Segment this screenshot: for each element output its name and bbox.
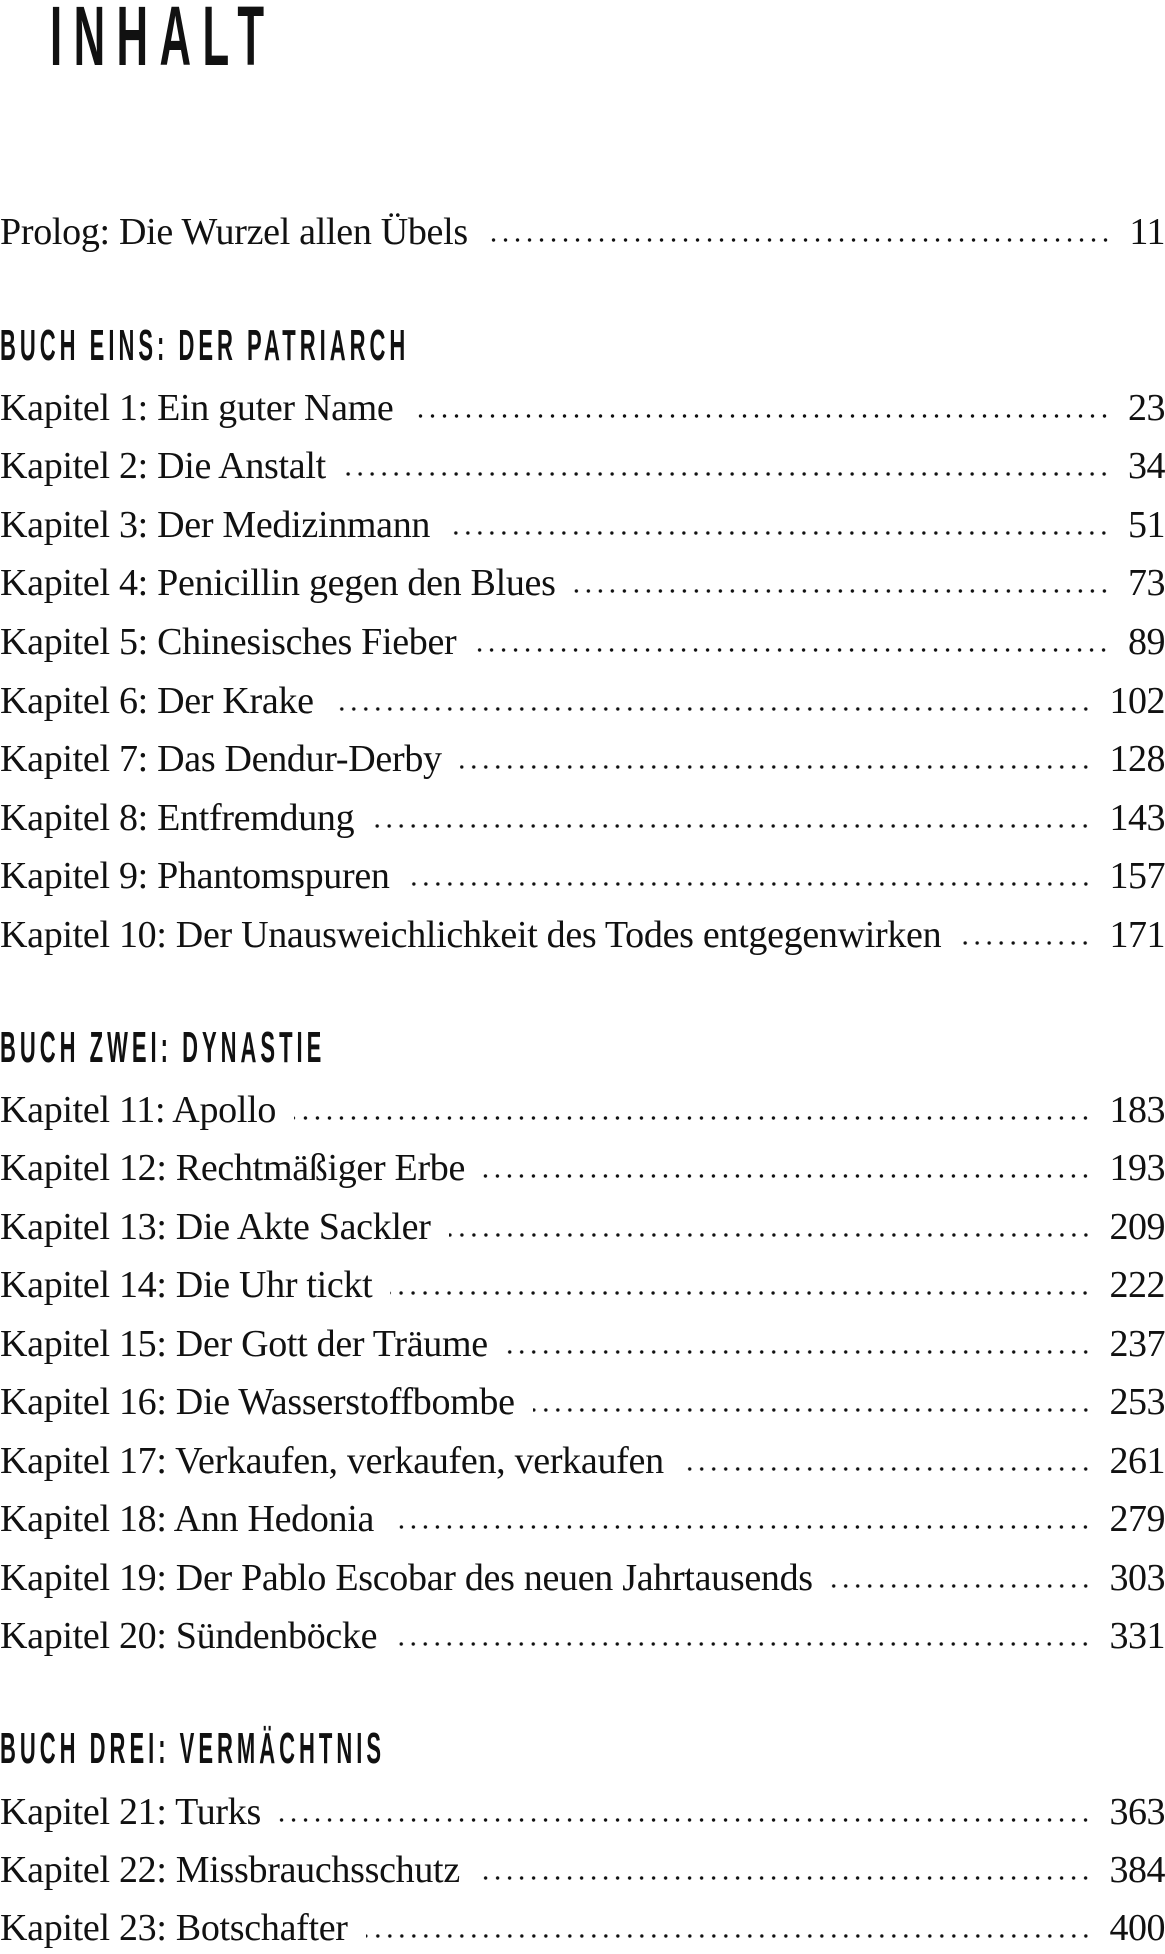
toc-page-number: 363 <box>1092 1786 1165 1838</box>
toc-entry-label: Kapitel 3: Der Medizinmann <box>0 499 448 551</box>
dot-leader <box>332 707 1092 711</box>
toc-entry-label: Kapitel 12: Rechtmäßiger Erbe <box>0 1142 483 1194</box>
toc-entry-label: Kapitel 6: Der Krake <box>0 675 332 727</box>
toc-page-number: 261 <box>1092 1435 1165 1487</box>
dot-leader <box>448 531 1110 535</box>
toc-entry[interactable] <box>0 1610 1165 1662</box>
toc-entry[interactable] <box>0 1435 1165 1487</box>
toc-entry[interactable] <box>0 1142 1165 1194</box>
toc-entry[interactable] <box>0 1201 1165 1253</box>
toc-entry-label: Kapitel 10: Der Unausweichlichkeit des Todes entgegenwirken <box>0 909 959 961</box>
dot-leader <box>460 765 1092 769</box>
toc-entry-label: Kapitel 7: Das Dendur-Derby <box>0 733 460 785</box>
dot-leader <box>483 1174 1091 1178</box>
toc-page-number: 23 <box>1110 382 1165 434</box>
toc-page-number: 384 <box>1092 1844 1165 1896</box>
toc-entry-label: Kapitel 18: Ann Hedonia <box>0 1493 392 1545</box>
toc-entry-label: Kapitel 22: Missbrauchsschutz <box>0 1844 478 1896</box>
toc-page-number: 128 <box>1092 733 1165 785</box>
dot-leader <box>474 648 1110 652</box>
page-title: INHALT <box>50 0 276 78</box>
book-heading: BUCH DREI: VERMÄCHTNIS <box>0 1727 385 1771</box>
toc-entry[interactable] <box>0 675 1165 727</box>
toc-entry-label: Kapitel 1: Ein guter Name <box>0 382 412 434</box>
toc-entry[interactable] <box>0 1902 1165 1954</box>
toc-entry-label: Kapitel 17: Verkaufen, verkaufen, verkaufen <box>0 1435 682 1487</box>
toc-page-number: 331 <box>1092 1610 1165 1662</box>
dot-leader <box>478 1876 1092 1880</box>
toc-page-number: 193 <box>1092 1142 1165 1194</box>
toc-entry[interactable] <box>0 382 1165 434</box>
toc-entry[interactable] <box>0 733 1165 785</box>
toc-entry-label: Kapitel 8: Entfremdung <box>0 792 372 844</box>
dot-leader <box>344 472 1110 476</box>
dot-leader <box>831 1584 1092 1588</box>
toc-entry[interactable] <box>0 1084 1165 1136</box>
toc-entry-label: Kapitel 19: Der Pablo Escobar des neuen Jahrtausends <box>0 1552 831 1604</box>
dot-leader <box>682 1467 1092 1471</box>
toc-entry-label: Kapitel 2: Die Anstalt <box>0 440 344 492</box>
dot-leader <box>366 1934 1092 1938</box>
toc-page-number: 222 <box>1092 1259 1165 1311</box>
toc-page-number: 89 <box>1110 616 1165 668</box>
toc-page-number: 209 <box>1092 1201 1165 1253</box>
toc-entry-label: Kapitel 16: Die Wasserstoffbombe <box>0 1376 533 1428</box>
toc-page-number: 73 <box>1110 557 1165 609</box>
toc-entry-label: Kapitel 21: Turks <box>0 1786 279 1838</box>
toc-entry-label: Kapitel 15: Der Gott der Träume <box>0 1318 506 1370</box>
toc-page-number: 183 <box>1092 1084 1165 1136</box>
toc-entry-label: Kapitel 13: Die Akte Sackler <box>0 1201 449 1253</box>
book-heading: BUCH ZWEI: DYNASTIE <box>0 1026 325 1070</box>
toc-entry[interactable] <box>0 1259 1165 1311</box>
toc-page-number: 303 <box>1092 1552 1165 1604</box>
toc-page-number: 157 <box>1092 850 1165 902</box>
toc-entry[interactable] <box>0 557 1165 609</box>
toc-entry[interactable] <box>0 499 1165 551</box>
toc-entry-label: Kapitel 14: Die Uhr tickt <box>0 1259 390 1311</box>
dot-leader <box>506 1350 1092 1354</box>
dot-leader <box>959 941 1091 945</box>
toc-entry[interactable] <box>0 850 1165 902</box>
toc-entry[interactable] <box>0 909 1165 961</box>
dot-leader <box>372 824 1091 828</box>
dot-leader <box>533 1408 1092 1412</box>
toc-entry[interactable] <box>0 616 1165 668</box>
dot-leader <box>449 1233 1092 1237</box>
dot-leader <box>486 238 1112 242</box>
toc-page-number: 34 <box>1110 440 1165 492</box>
toc-page-number: 279 <box>1092 1493 1165 1545</box>
toc-entry-label: Kapitel 20: Sündenböcke <box>0 1610 395 1662</box>
dot-leader <box>294 1116 1091 1120</box>
toc-page-number: 253 <box>1092 1376 1165 1428</box>
toc-page-number: 11 <box>1111 206 1165 258</box>
toc-page-number: 102 <box>1092 675 1165 727</box>
dot-leader <box>408 882 1092 886</box>
toc-entry[interactable] <box>0 1376 1165 1428</box>
toc-entry[interactable] <box>0 792 1165 844</box>
toc-entry-prolog[interactable] <box>0 206 1165 258</box>
toc-page-number: 400 <box>1092 1902 1165 1954</box>
dot-leader <box>395 1642 1091 1646</box>
toc-entry[interactable] <box>0 1844 1165 1896</box>
toc-entry[interactable] <box>0 1786 1165 1838</box>
dot-leader <box>390 1291 1091 1295</box>
toc-page-number: 237 <box>1092 1318 1165 1370</box>
dot-leader <box>574 589 1110 593</box>
toc-entry[interactable] <box>0 440 1165 492</box>
dot-leader <box>412 414 1111 418</box>
toc-entry-label: Kapitel 9: Phantomspuren <box>0 850 408 902</box>
toc-entry-label: Kapitel 4: Penicillin gegen den Blues <box>0 557 574 609</box>
dot-leader <box>392 1525 1091 1529</box>
toc-entry[interactable] <box>0 1493 1165 1545</box>
toc-page-number: 171 <box>1092 909 1165 961</box>
toc-entry-label: Kapitel 5: Chinesisches Fieber <box>0 616 474 668</box>
toc-entry[interactable] <box>0 1552 1165 1604</box>
toc-entry-label: Kapitel 23: Botschafter <box>0 1902 366 1954</box>
toc-entry-label: Prolog: Die Wurzel allen Übels <box>0 206 486 258</box>
toc-entry-label: Kapitel 11: Apollo <box>0 1084 294 1136</box>
dot-leader <box>279 1818 1092 1822</box>
book-heading: BUCH EINS: DER PATRIARCH <box>0 324 409 368</box>
toc-entry[interactable] <box>0 1318 1165 1370</box>
toc-page-number: 51 <box>1110 499 1165 551</box>
toc-page-number: 143 <box>1092 792 1165 844</box>
